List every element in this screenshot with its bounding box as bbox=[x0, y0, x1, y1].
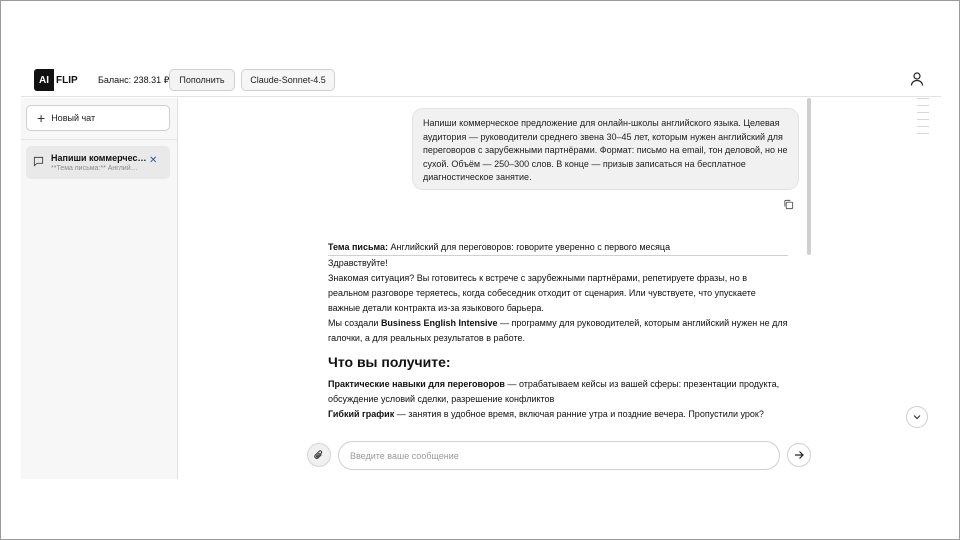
reply-paragraph-1: Знакомая ситуация? Вы готовитесь к встрече с зарубежными партнёрами, репетируете фразы, но в реальном разговоре теряетесь, когда собеседник отходит от сценария. Или чувствуете, что упускаете важные детали контракта из-за языкового барьера. bbox=[328, 273, 756, 313]
logo[interactable] bbox=[34, 69, 78, 91]
sidebar bbox=[21, 98, 178, 479]
assistant-message bbox=[328, 240, 788, 422]
subject-text: Английский для переговоров: говорите уверенно с первого месяца bbox=[388, 242, 671, 252]
benefit-item-1: Практические навыки для переговоров — отрабатываем кейсы из вашей сферы: презентации продукта, обсуждение условий сделки, разрешение конфликтов bbox=[328, 379, 780, 404]
subject-label: Тема письма: bbox=[328, 242, 389, 252]
scroll-down-button[interactable] bbox=[906, 406, 928, 428]
copy-icon[interactable] bbox=[783, 199, 794, 210]
benefit-item-2: Гибкий график — занятия в удобное время, включая ранние утра и поздние вечера. Пропустили урок? bbox=[328, 409, 764, 419]
send-arrow-icon bbox=[793, 449, 805, 461]
attach-button[interactable] bbox=[307, 443, 331, 467]
new-chat-label: Новый чат bbox=[51, 113, 96, 123]
message-input[interactable] bbox=[338, 441, 780, 470]
chat-area bbox=[179, 98, 941, 479]
chat-item-title: Напиши коммерчес… bbox=[51, 153, 147, 163]
user-icon[interactable] bbox=[909, 71, 925, 87]
balance-label: Баланс: 238.31 ₽ bbox=[98, 75, 170, 85]
logo-ai-mark: AI bbox=[34, 69, 54, 91]
top-bar bbox=[21, 63, 941, 97]
chat-item-preview: **Тема письма:** Англий… bbox=[51, 165, 138, 172]
subject-line bbox=[328, 240, 788, 256]
new-chat-button[interactable] bbox=[26, 105, 170, 131]
chat-list-item[interactable] bbox=[26, 146, 170, 179]
chevron-down-icon bbox=[912, 412, 922, 422]
topup-button[interactable]: Пополнить bbox=[169, 69, 235, 91]
logo-flip-text: FLIP bbox=[56, 74, 78, 86]
chat-icon bbox=[33, 156, 44, 167]
paperclip-icon bbox=[313, 449, 325, 461]
send-button[interactable] bbox=[787, 443, 811, 467]
reply-heading: Что вы получите: bbox=[328, 354, 451, 370]
model-selector-button[interactable]: Claude-Sonnet-4.5 bbox=[241, 69, 335, 91]
sidebar-top bbox=[21, 98, 177, 140]
reply-paragraph-2: Мы создали Business English Intensive — программу для руководителей, которым английский нужен не для галочки, а для реальных результатов в работе. bbox=[328, 318, 788, 343]
user-message-bubble: Напиши коммерческое предложение для онлайн-школы английского языка. Целевая аудитория — руководители среднего звена 30–45 лет, которым нужен английский для переговоров с зарубежными партнёрами. Формат: письмо на email, тон деловой, но не сухой. Объём — 250–300 слов. В конце — призыв записаться на бесплатное диагностическое занятие. bbox=[412, 108, 799, 190]
greeting: Здравствуйте! bbox=[328, 258, 388, 268]
scrollbar-thumb[interactable] bbox=[807, 98, 811, 255]
close-icon[interactable]: ✕ bbox=[149, 155, 158, 166]
conversation-minimap[interactable] bbox=[917, 98, 931, 140]
plus-icon: + bbox=[37, 110, 46, 126]
